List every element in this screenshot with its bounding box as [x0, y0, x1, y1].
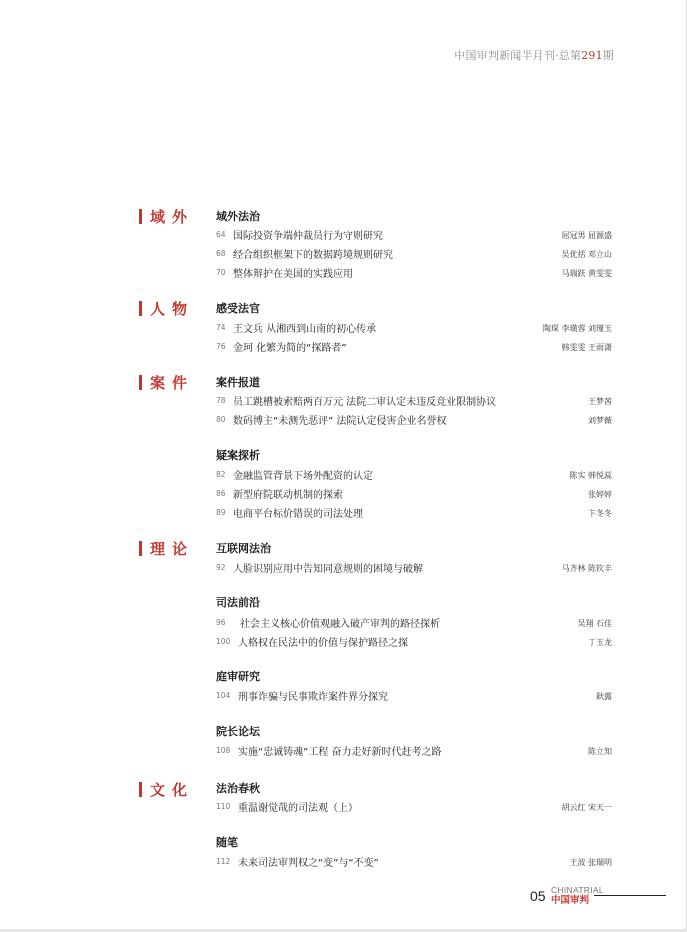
page-number: 110 — [216, 802, 231, 811]
column-heading-yian-tanxi: 疑案探析 — [216, 449, 260, 462]
article-authors: 耿露 — [596, 692, 612, 701]
section-anjian — [139, 373, 194, 391]
journal-name: 中国审判新闻半月刊·总第 — [454, 49, 582, 62]
section-label: 域外 — [150, 207, 195, 226]
article-title: 未来司法审判权之“变”与“不变” — [238, 858, 379, 869]
toc-entry[interactable] — [216, 226, 612, 242]
toc-entry[interactable] — [216, 338, 612, 354]
article-title: 刑事诈骗与民事欺诈案件界分探究 — [238, 692, 388, 703]
column-heading-fazhi-chunqiu: 法治春秋 — [216, 782, 260, 795]
page-number: 70 — [216, 268, 226, 277]
page-number: 76 — [216, 342, 226, 351]
page-number: 108 — [216, 746, 231, 755]
brand-english: CHINATRIAL — [551, 885, 604, 895]
page-number: 112 — [216, 857, 231, 866]
page-number: 74 — [216, 323, 226, 332]
page-number: 96 — [216, 618, 226, 627]
article-authors: 吴优括 邓立山 — [561, 250, 612, 259]
article-title: 实施“忠诚铸魂”工程 奋力走好新时代赶考之路 — [238, 747, 442, 758]
section-wenhua — [139, 780, 194, 798]
section-label: 文化 — [150, 780, 195, 799]
section-renwu — [139, 299, 194, 317]
toc-entry[interactable] — [216, 559, 612, 575]
article-title: 金融监管背景下场外配资的认定 — [233, 471, 373, 482]
article-authors: 卞冬冬 — [588, 509, 612, 518]
article-authors: 刘梦薇 — [588, 416, 612, 425]
section-bar — [139, 375, 142, 390]
article-title: 人脸识别应用中告知同意规则的困境与破解 — [233, 564, 423, 575]
article-title: 数码博主“未测先恶评” 法院认定侵害企业名誉权 — [233, 416, 447, 427]
section-label: 案件 — [150, 373, 195, 392]
toc-entry[interactable] — [216, 466, 612, 482]
page-number: 64 — [216, 230, 226, 239]
article-title: 经合组织框架下的数据跨境规则研究 — [233, 250, 393, 261]
article-title: 重温谢觉哉的司法观（上） — [238, 803, 358, 814]
article-title: 金珂 化繁为简的“探路者” — [233, 343, 347, 354]
article-authors: 韩雯雯 王雨潇 — [561, 343, 612, 352]
brand-chinese: 中国审判 — [551, 895, 590, 906]
page-number: 82 — [216, 470, 226, 479]
article-title: 社会主义核心价值观融入破产审判的路径探析 — [240, 619, 440, 630]
article-title: 员工跳槽被索赔两百万元 法院二审认定未违反竞业限制协议 — [233, 397, 497, 408]
article-authors: 王波 张瑞明 — [569, 858, 612, 867]
issue-suffix: 期 — [602, 49, 614, 62]
issue-number: 291 — [581, 49, 603, 62]
page-number: 78 — [216, 396, 226, 405]
column-heading-yuwai-fazhi: 域外法治 — [216, 210, 260, 223]
column-heading-ganshou-faguan: 感受法官 — [216, 302, 260, 315]
toc-entry[interactable] — [216, 614, 612, 630]
page-number: 80 — [216, 415, 226, 424]
article-authors: 陶琛 李璜蓉 刘瑾玉 — [542, 324, 612, 333]
toc-entry[interactable] — [216, 245, 612, 261]
page-number: 104 — [216, 691, 231, 700]
toc-entry[interactable] — [216, 319, 612, 335]
article-title: 王文兵 从湘西到山南的初心传承 — [233, 324, 377, 335]
column-heading-hulianwang-fazhi: 互联网法治 — [216, 542, 271, 555]
toc-entry[interactable] — [216, 264, 612, 280]
section-bar — [139, 541, 142, 556]
toc-entry[interactable] — [216, 411, 612, 427]
article-authors: 马瑞跃 黄雯雯 — [561, 269, 612, 278]
page-number: 92 — [216, 563, 226, 572]
article-authors: 丁玉龙 — [588, 638, 612, 647]
toc-entry[interactable] — [216, 853, 612, 869]
article-title: 人格权在民法中的价值与保护路径之探 — [238, 638, 408, 649]
toc-entry[interactable] — [216, 742, 612, 758]
page-number: 89 — [216, 508, 226, 517]
page-number: 100 — [216, 637, 231, 646]
column-heading-yuanzhang-luntan: 院长论坛 — [216, 725, 260, 738]
article-title: 电商平台标价错误的司法处理 — [233, 509, 363, 520]
column-heading-tingshen-yanjiu: 庭审研究 — [216, 670, 260, 683]
page-number: 68 — [216, 249, 226, 258]
toc-entry[interactable] — [216, 504, 612, 520]
article-authors: 王梦茜 — [588, 397, 612, 406]
column-heading-suibi: 随笔 — [216, 836, 238, 849]
running-head — [454, 47, 614, 63]
page-folio: 05 — [530, 888, 546, 904]
section-label: 理论 — [150, 539, 195, 558]
article-title: 国际投资争端仲裁员行为守则研究 — [233, 231, 383, 242]
article-title: 整体辩护在美国的实践应用 — [233, 269, 353, 280]
page-number: 86 — [216, 489, 226, 498]
article-title: 新型府院联动机制的探索 — [233, 490, 343, 501]
article-authors: 陈立知 — [588, 747, 612, 756]
article-authors: 张婷婷 — [588, 490, 612, 499]
article-authors: 胡云红 宋天一 — [561, 803, 612, 812]
toc-entry[interactable] — [216, 798, 612, 814]
section-yuwai — [139, 207, 194, 225]
article-authors: 屈冠男 屈源盛 — [561, 231, 612, 240]
section-bar — [139, 301, 142, 316]
column-heading-anjian-baodao: 案件报道 — [216, 376, 260, 389]
toc-entry[interactable] — [216, 687, 612, 703]
article-authors: 陈实 韩悦蕊 — [569, 471, 612, 480]
toc-entry[interactable] — [216, 485, 612, 501]
brand-logo — [551, 886, 621, 906]
section-lilun — [139, 539, 194, 557]
column-heading-sifa-qianyan: 司法前沿 — [216, 596, 260, 609]
toc-entry[interactable] — [216, 392, 612, 408]
section-bar — [139, 209, 142, 224]
article-authors: 吴翔 石佳 — [577, 619, 612, 628]
article-authors: 马齐林 陈钦丰 — [561, 564, 612, 573]
toc-entry[interactable] — [216, 633, 612, 649]
brand-rule — [594, 895, 666, 896]
section-label: 人物 — [150, 299, 195, 318]
section-bar — [139, 782, 142, 797]
